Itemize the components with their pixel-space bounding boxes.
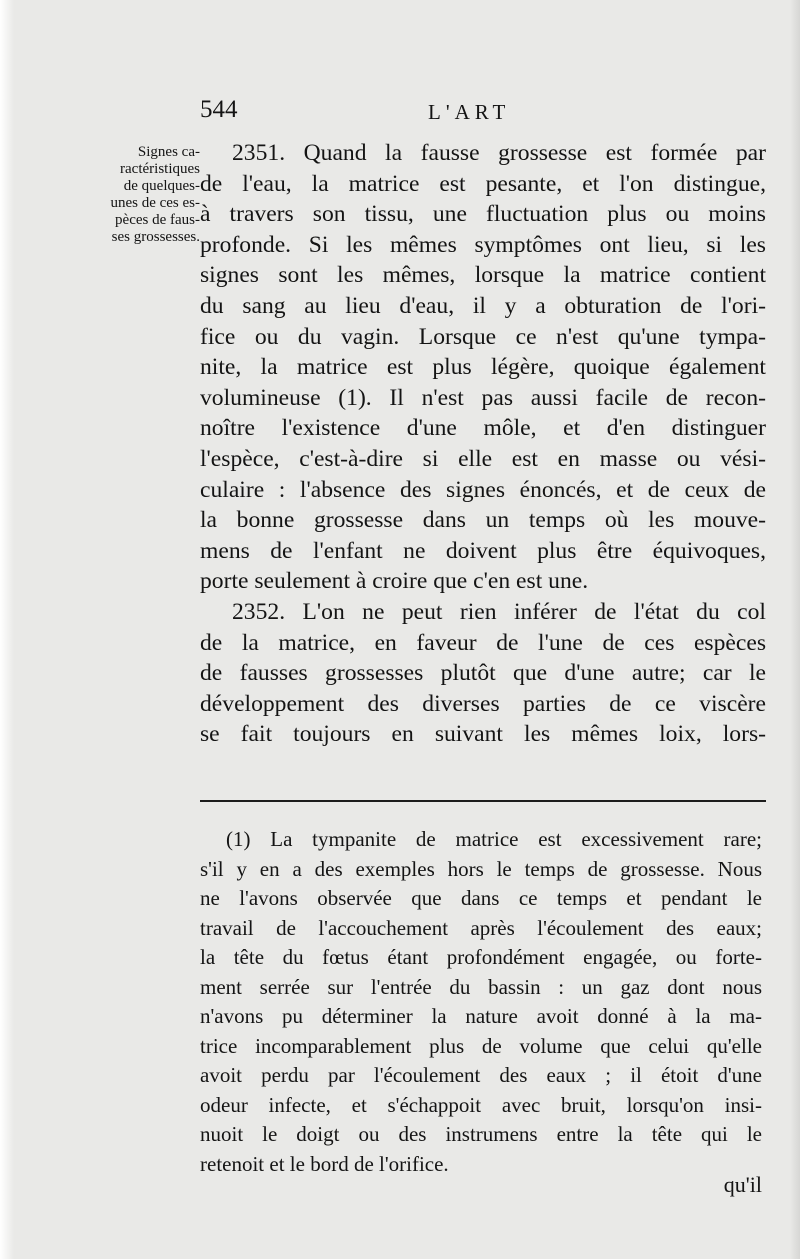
footnote-line: ment serrée sur l'entrée du bassin : un gaz dont nous (200, 974, 762, 999)
paragraph-2351-line: mens de l'enfant ne doivent plus être équivoques, (200, 537, 766, 564)
paragraph-2351-line: culaire : l'absence des signes énoncés, et de ceux de (200, 476, 766, 503)
marginal-note-line: de quelques- (123, 178, 200, 194)
footnote-line: avoit perdu par l'écoulement des eaux ; il étoit d'une (200, 1063, 762, 1087)
paragraph-2351-line: fice ou du vagin. Lorsque ce n'est qu'une tympa- (200, 323, 766, 350)
paragraph-2351-line: l'espèce, c'est-à-dire si elle est en masse ou vési- (200, 445, 766, 472)
running-title: L'ART (428, 100, 511, 124)
footnote-line: (1) La tympanite de matrice est excessivement rare; (226, 827, 762, 851)
marginal-note-line: pèces de faus- (115, 212, 200, 228)
footnote-line: nuoit le doigt ou des instrumens entre la tête qui le (200, 1122, 762, 1146)
paragraph-2351-line: de l'eau, la matrice est pesante, et l'on distingue, (200, 170, 766, 197)
paragraph-2351-line: à travers son tissu, une fluctuation plus ou moins (200, 201, 766, 228)
main-text (200, 138, 766, 750)
paragraph-2352-line: de fausses grossesses plutôt que d'une autre; car le (200, 660, 766, 687)
paragraph-2352-line: développement des diverses parties de ce viscère (200, 690, 766, 717)
footnote-line: travail de l'accouchement après l'écoulement des eaux; (200, 915, 762, 940)
paragraph-2351-line: 2351. Quand la fausse grossesse est formée par (232, 140, 766, 166)
page-header (200, 96, 760, 130)
paragraph-2351-line: nite, la matrice est plus légère, quoique également (200, 354, 766, 381)
footnote-line: ne l'avons observée que dans ce temps et pendant le (200, 886, 762, 910)
paragraph-2351-line: du sang au lieu d'eau, il y a obturation de l'ori- (200, 292, 766, 319)
footnote-line: n'avons pu déterminer la nature avoit donné à la ma- (200, 1004, 762, 1028)
footnote-line: retenoit et le bord de l'orifice. (200, 1151, 449, 1176)
paragraph-2351-line: profonde. Si les mêmes symptômes ont lieu, si les (200, 231, 766, 258)
paragraph-2351-line: la bonne grossesse dans un temps où les mouve- (200, 507, 766, 534)
marginal-note-line: Signes ca- (137, 144, 200, 160)
marginal-note-line: ractéristiques (120, 161, 200, 177)
marginal-note-line: ses grossesses. (111, 229, 200, 245)
marginal-note (60, 144, 200, 246)
paragraph-2352-line: de la matrice, en faveur de l'une de ces espèces (200, 629, 766, 656)
catchword: qu'il (723, 1172, 762, 1197)
page-number: 544 (200, 96, 238, 123)
paragraph-2352-line: se fait toujours en suivant les mêmes loix, lors- (200, 721, 766, 748)
paragraph-2351-line: noître l'existence d'une môle, et d'en distinguer (200, 415, 766, 442)
paragraph-2351-line: porte seulement à croire que c'en est une. (200, 568, 589, 595)
footnote-line: odeur infecte, et s'échappoit avec bruit, lorsqu'on insi- (200, 1092, 762, 1117)
footnote-line: la tête du fœtus étant profondément engagée, ou forte- (200, 945, 762, 969)
footnote (200, 825, 762, 1179)
footnote-divider (200, 800, 766, 802)
footnote-line: trice incomparablement plus de volume que celui qu'elle (200, 1033, 762, 1058)
paragraph-2352-line: 2352. L'on ne peut rien inférer de l'état du col (232, 598, 766, 625)
marginal-note-line: unes de ces es- (110, 195, 200, 211)
paragraph-2351-line: signes sont les mêmes, lorsque la matrice contient (200, 262, 766, 289)
paragraph-2351-line: volumineuse (1). Il n'est pas aussi facile de recon- (200, 384, 766, 411)
footnote-line: s'il y en a des exemples hors le temps de grossesse. Nous (200, 856, 762, 881)
